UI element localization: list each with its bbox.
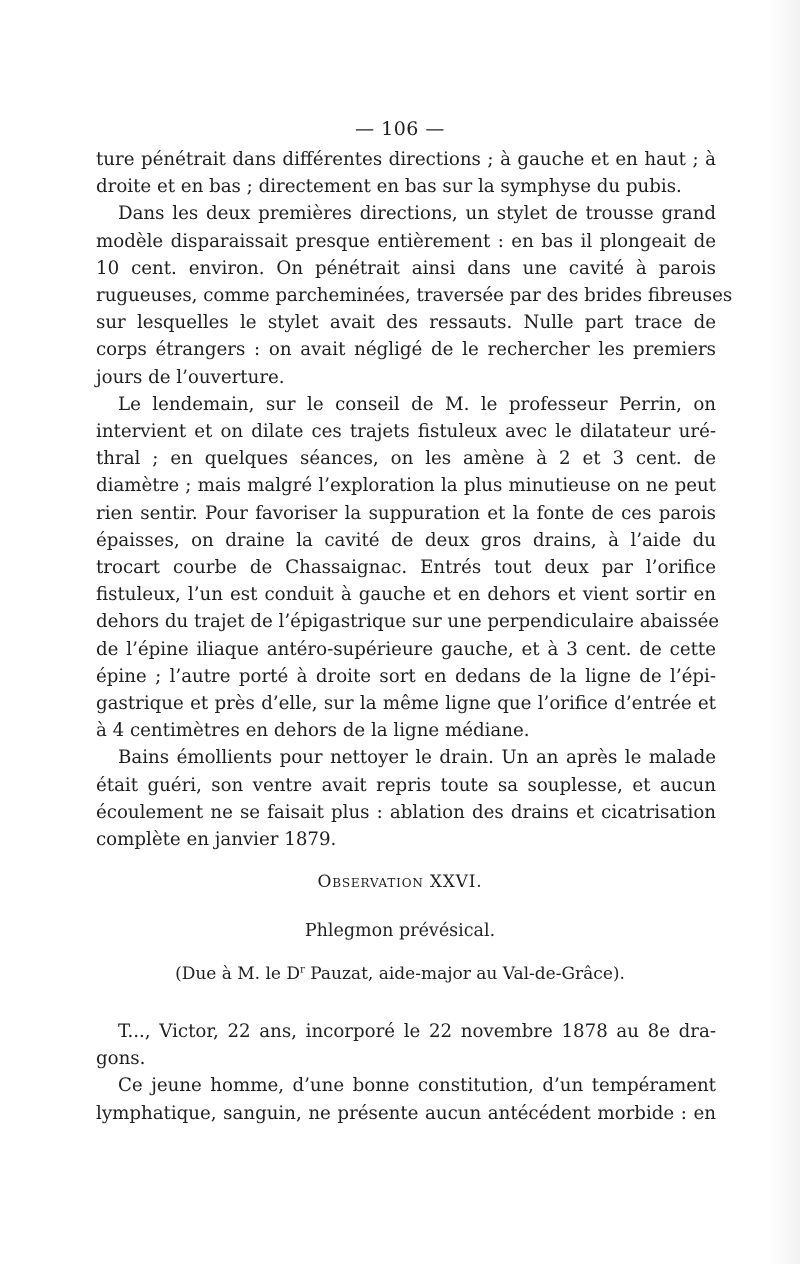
text-line: était guéri, son ventre avait repris toute sa souplesse, et aucun	[96, 774, 716, 796]
credit-superscript: r	[300, 964, 305, 976]
text-line: thral ; en quelques séances, on les amène à 2 et 3 cent. de	[96, 448, 716, 470]
text-line: corps étrangers : on avait négligé de le rechercher les premiers	[96, 339, 716, 361]
observation-title-text: Observation XXVI.	[317, 872, 483, 892]
text-line: modèle disparaissait presque entièrement : en bas il plongeait de	[96, 230, 716, 252]
text-line: Ce jeune homme, d’une bonne constitution, d’un tempérament	[118, 1075, 716, 1097]
text-line: lymphatique, sanguin, ne présente aucun antécédent morbide : en	[96, 1102, 716, 1124]
observation-credit	[0, 964, 800, 984]
text-line: complète en janvier 1879.	[96, 829, 337, 851]
text-line: de l’épine iliaque antéro-supérieure gauche, et à 3 cent. de cette	[96, 638, 716, 660]
text-line: fistuleux, l’un est conduit à gauche et en dehors et vient sortir en	[96, 584, 716, 606]
text-line: à 4 centimètres en dehors de la ligne médiane.	[96, 720, 530, 742]
observation-subtitle: Phlegmon prévésical.	[304, 921, 496, 941]
text-line: T..., Victor, 22 ans, incorporé le 22 novembre 1878 au 8e dra-	[118, 1021, 716, 1042]
text-line: Dans les deux premières directions, un stylet de trousse grand	[118, 203, 716, 225]
text-line: Bains émollients pour nettoyer le drain. Un an après le malade	[118, 747, 716, 769]
text-line: épine ; l’autre porté à droite sort en dedans de la ligne de l’épi-	[96, 665, 716, 687]
credit-text-start: (Due à M. le D	[175, 964, 301, 984]
text-line: ture pénétrait dans différentes directions ; à gauche et en haut ; à	[96, 149, 716, 170]
page-number: — 106 —	[355, 118, 445, 140]
text-line: diamètre ; mais malgré l’exploration la plus minutieuse on ne peut	[96, 475, 716, 497]
text-line: épaisses, on draine la cavité de deux gros drains, à l’aide du	[96, 529, 716, 551]
text-line: gastrique et près d’elle, sur la même ligne que l’orifice d’entrée et	[96, 693, 716, 715]
text-line: Le lendemain, sur le conseil de M. le professeur Perrin, on	[118, 393, 716, 415]
text-line: droite et en bas ; directement en bas sur la symphyse du pubis.	[96, 176, 682, 198]
text-line: sur lesquelles le stylet avait des ressauts. Nulle part trace de	[96, 312, 716, 334]
credit-text-end: Pauzat, aide-major au Val-de-Grâce).	[304, 964, 625, 984]
text-line: trocart courbe de Chassaignac. Entrés tout deux par l’orifice	[96, 557, 716, 579]
body-text-lower	[96, 1018, 716, 1127]
text-line: gons.	[96, 1048, 146, 1070]
text-line: 10 cent. environ. On pénétrait ainsi dans une cavité à parois	[96, 257, 716, 279]
observation-title	[0, 872, 800, 892]
text-line: rien sentir. Pour favoriser la suppuration et la fonte de ces parois	[96, 502, 716, 524]
text-line: dehors du trajet de l’épigastrique sur une perpendiculaire abaissée	[96, 611, 720, 633]
text-line: jours de l’ouverture.	[96, 366, 285, 388]
text-line: rugueuses, comme parcheminées, traversée par des brides fibreuses	[96, 285, 733, 307]
text-line: intervient et on dilate ces trajets fistuleux avec le dilatateur uré-	[96, 421, 716, 443]
body-text-upper	[96, 146, 733, 853]
text-line: écoulement ne se faisait plus : ablation des drains et cicatrisation	[96, 801, 716, 823]
